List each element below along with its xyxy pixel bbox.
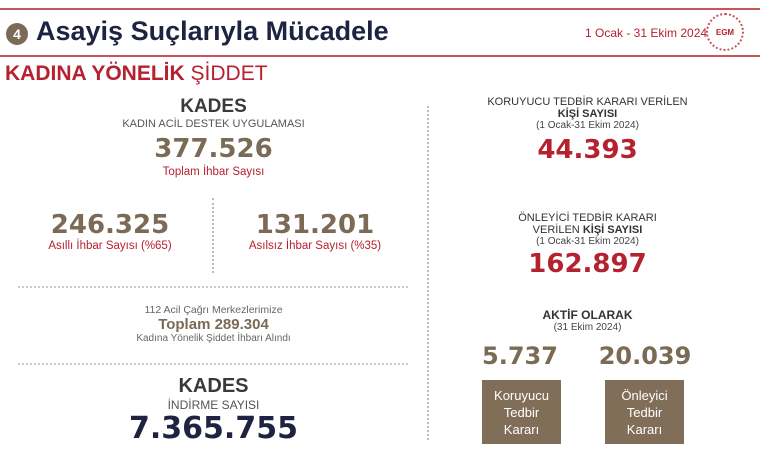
protective-date: (1 Ocak-31 Ekim 2024): [536, 120, 639, 131]
call-center-line3: Kadına Yönelik Şiddet İhbarı Alındı: [136, 333, 291, 344]
section-number-badge: 4: [6, 23, 28, 45]
preventive-date: (1 Ocak-31 Ekim 2024): [536, 236, 639, 247]
preventive-line1: ÖNLEYİCİ TEDBİR KARARI: [518, 212, 657, 224]
logo-text: EGM: [715, 27, 735, 37]
divider: [212, 198, 214, 273]
total-reports: 377.526: [154, 134, 273, 164]
downloads-title: KADES: [178, 375, 249, 397]
valid-label: Asıllı İhbar Sayısı (%65): [48, 240, 172, 252]
protective-line1: KORUYUCU TEDBİR KARARI VERİLEN: [487, 96, 688, 108]
date-range: 1 Ocak - 31 Ekim 2024: [585, 26, 708, 40]
column-divider: [427, 106, 429, 440]
protective-line2: KİŞİ SAYISI: [557, 108, 618, 120]
preventive-order-box: Önleyici Tedbir Kararı: [605, 380, 684, 444]
protective-order-box: Koruyucu Tedbir Kararı: [482, 380, 561, 444]
downloads-subtitle: İNDİRME SAYISI: [167, 398, 260, 412]
egm-logo: [706, 13, 744, 51]
section-title-bold: KADINA YÖNELİK: [5, 62, 185, 85]
divider: [18, 363, 408, 365]
preventive-block: [440, 212, 735, 279]
active-block: [440, 308, 735, 333]
active-preventive-value: 20.039: [598, 342, 692, 370]
preventive-value: 162.897: [528, 249, 647, 279]
page-title: Asayiş Suçlarıyla Mücadele: [36, 16, 389, 46]
section-title: [5, 62, 268, 86]
divider: [18, 286, 408, 288]
invalid-value: 131.201: [255, 210, 375, 240]
call-center-total: Toplam 289.304: [158, 316, 269, 333]
invalid-label: Asılsız İhbar Sayısı (%35): [248, 240, 382, 252]
active-title: AKTİF OLARAK: [542, 308, 633, 322]
protective-value: 44.393: [537, 135, 638, 165]
header-rule: [0, 55, 760, 57]
preventive-line2b: KİŞİ SAYISI: [582, 224, 643, 236]
kades-block: [0, 96, 427, 178]
active-protective-value: 5.737: [482, 342, 558, 370]
active-date: (31 Ekim 2024): [553, 322, 622, 333]
valid-reports: [10, 210, 210, 252]
kades-title: KADES: [180, 96, 247, 117]
top-rule: [0, 8, 760, 10]
section-title-light: ŞİDDET: [190, 62, 268, 85]
call-center-block: [0, 304, 427, 344]
protective-block: [440, 96, 735, 165]
downloads-value: 7.365.755: [129, 411, 298, 446]
kades-subtitle: KADIN ACİL DESTEK UYGULAMASI: [122, 118, 305, 130]
total-reports-label: Toplam İhbar Sayısı: [162, 166, 265, 178]
call-center-line1: 112 Acil Çağrı Merkezlerimize: [144, 304, 283, 316]
valid-value: 246.325: [50, 210, 170, 240]
invalid-reports: [215, 210, 415, 252]
preventive-line2a: VERİLEN: [532, 224, 583, 236]
downloads-block: [0, 375, 427, 446]
